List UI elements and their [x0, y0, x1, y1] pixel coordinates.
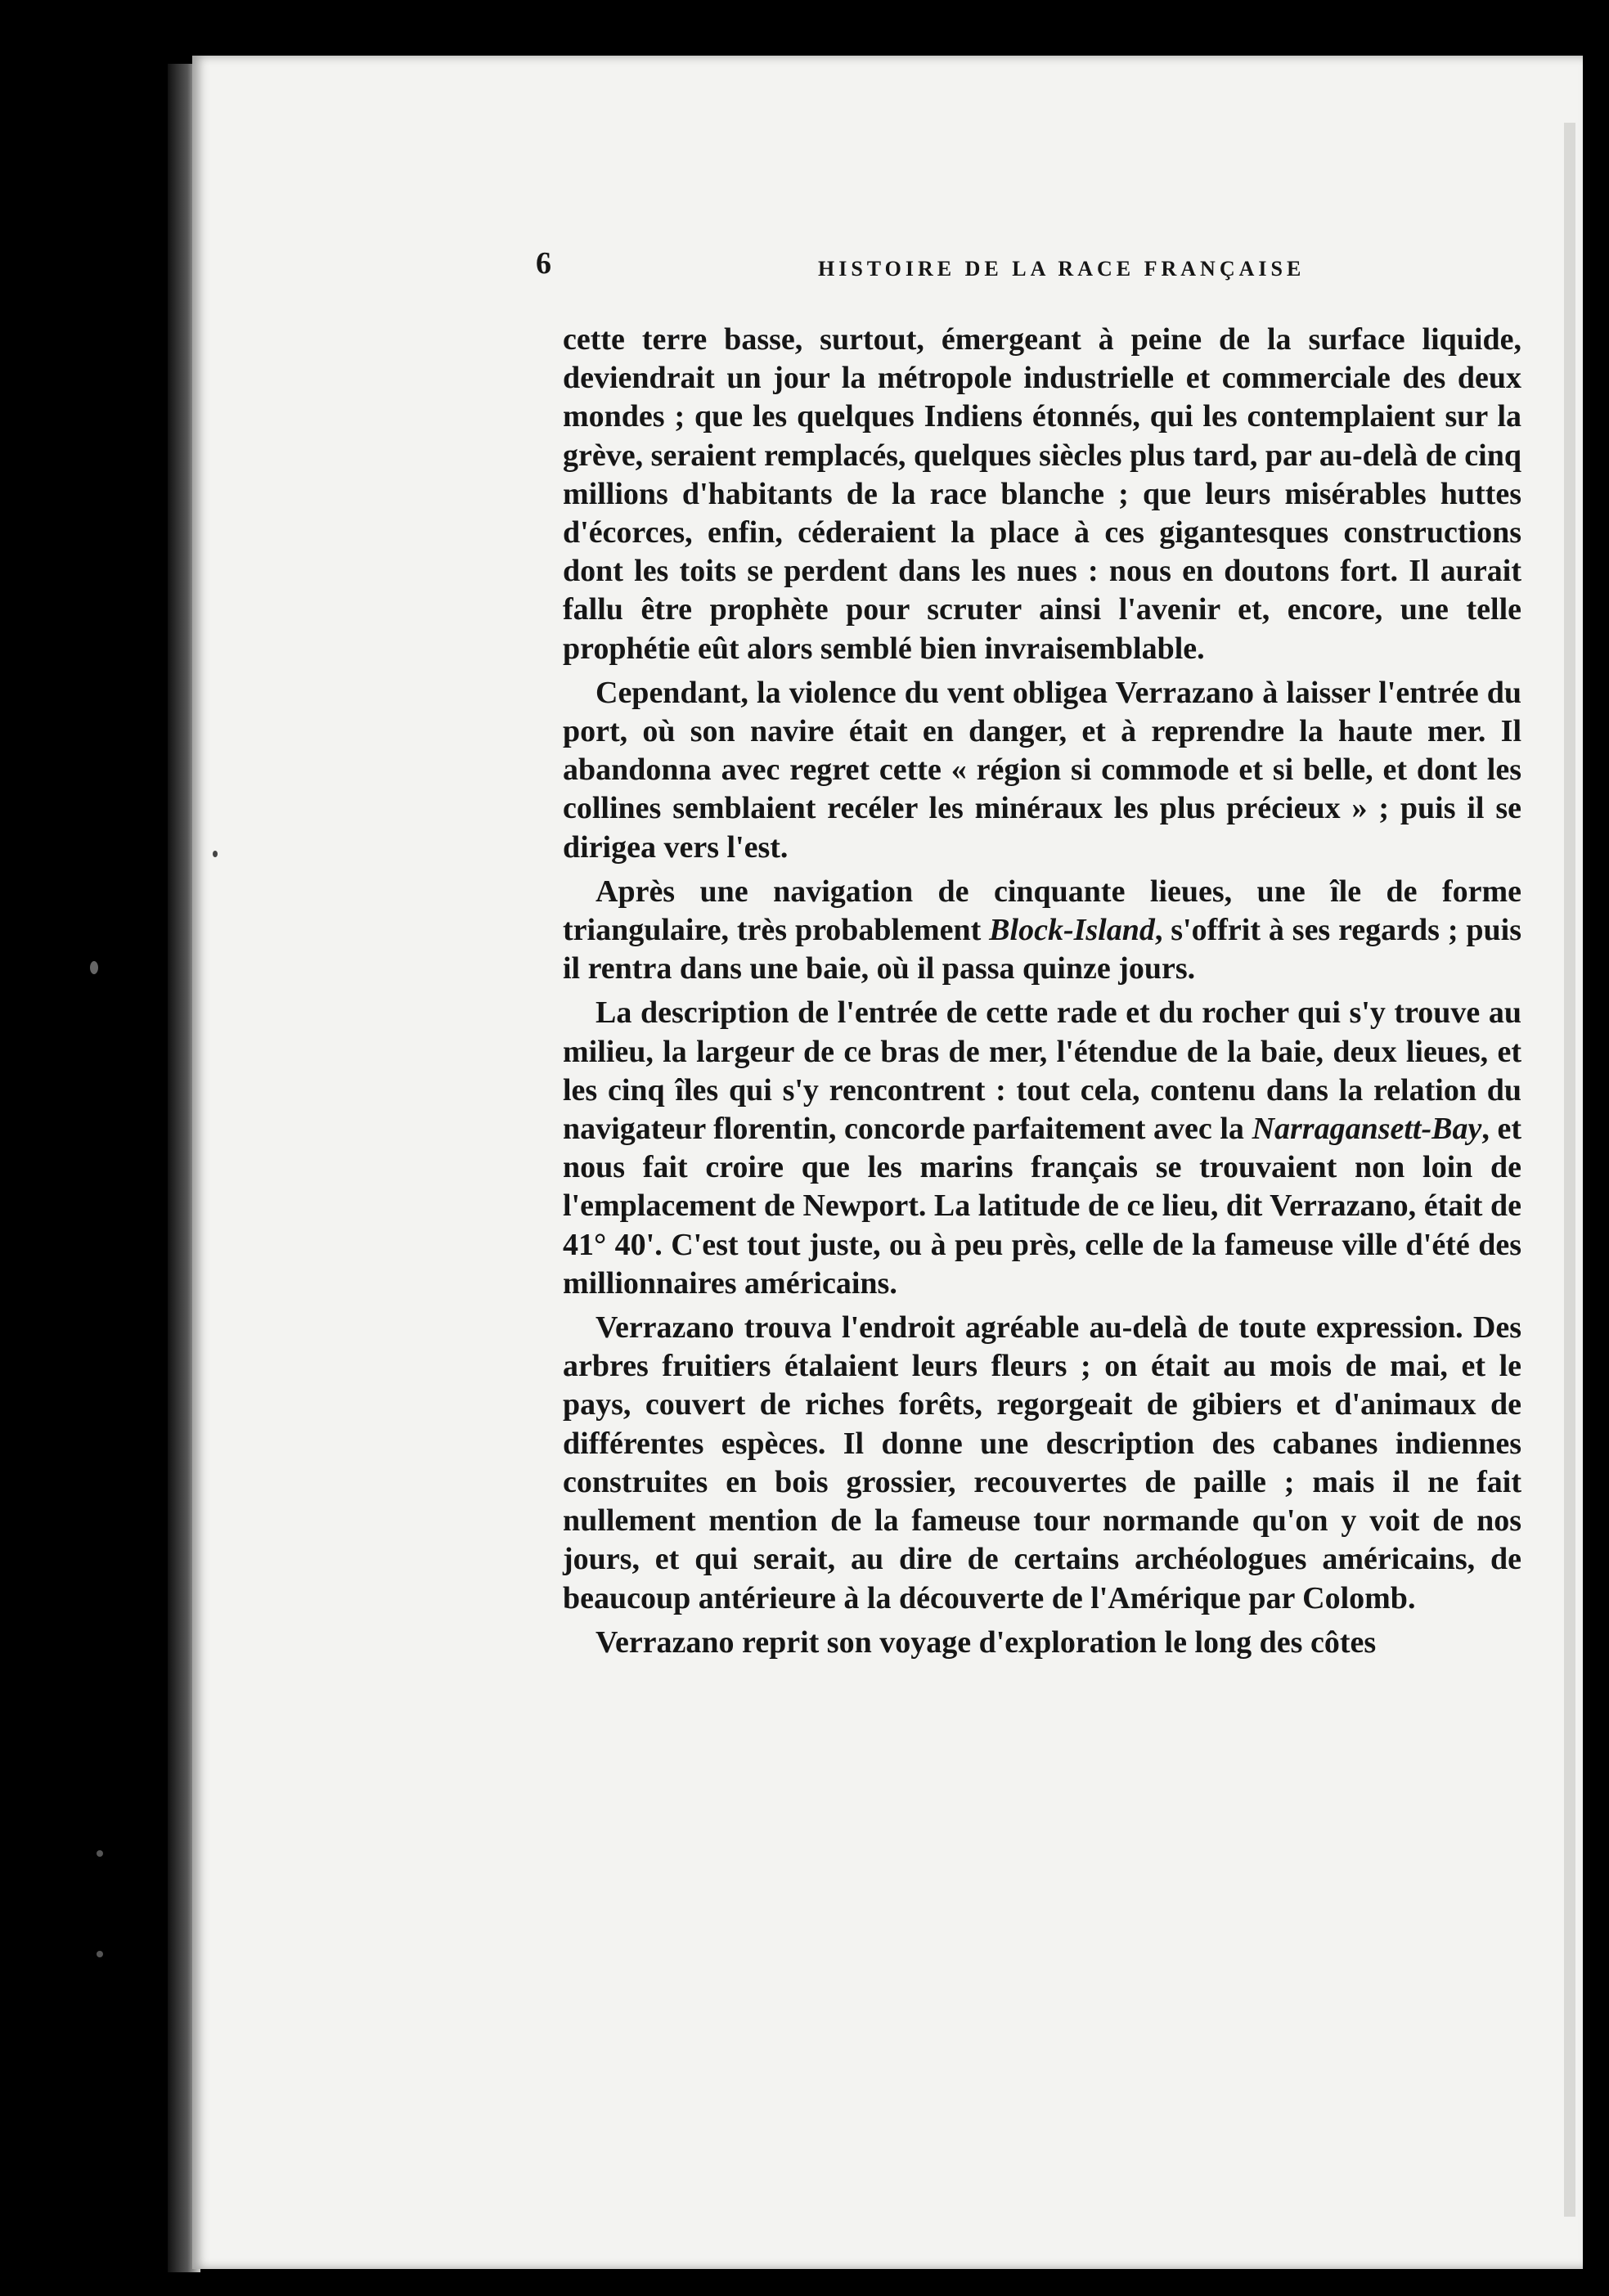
text-run: cette terre basse, surtout, émergeant à peine de la surface liquide, deviendrait un jour la métropole industrielle et commerciale des deux mondes ; que les quelques Indiens étonnés, qui les contemplaient sur la grève, seraient remplacés, quelques siècles plus tard, par au-delà de cinq millions d'habitants de la race blanche ; que leurs misérables huttes d'écorces, enfin, céderaient la place à ces gigantesques constructions dont les toits se perdent dans les nues : nous en doutons fort. Il aurait fallu être prophète pour scruter ainsi l'avenir et, encore, une telle prophétie eût alors semblé bien invraisemblable. — [563, 322, 1521, 666]
page-edge — [1564, 123, 1575, 2217]
margin-speck — [97, 1951, 103, 1957]
italic-term: Narragansett-Bay — [1252, 1112, 1482, 1147]
paragraph — [563, 873, 1521, 989]
margin-speck — [213, 851, 218, 857]
margin-speck — [90, 961, 98, 974]
margin-speck — [97, 1850, 103, 1857]
paragraph — [563, 674, 1521, 867]
text-run: Cependant, la violence du vent obligea Verrazano à laisser l'entrée du port, où son navire était en danger, et à reprendre la haute mer. Il abandonna avec regret cette « région si commode et si belle, et dont les collines semblaient recéler les minéraux les plus précieux » ; puis il se dirigea vers l'est. — [563, 675, 1521, 865]
paragraph — [563, 1624, 1521, 1662]
page-header — [536, 245, 1550, 294]
text-run: Après une navigation de cinquante lieues, une île de forme triangulaire, très probablement — [563, 874, 1521, 948]
text-run: , et nous fait croire que les marins français se trouvaient non loin de l'emplacement de Newport. La latitude de ce lieu, dit Verrazano, était de 41° 40'. C'est tout juste, ou à peu près, celle de la fameuse ville d'été des millionnaires américains. — [563, 1112, 1522, 1301]
text-run: La description de l'entrée de cette rade et du rocher qui s'y trouve au milieu, la largeur de ce bras de mer, l'étendue de la baie, deux lieues, et les cinq îles qui s'y rencontrent : tout cela, contenu dans la relation du navigateur florentin, concorde parfaitement avec la — [563, 995, 1521, 1147]
page-number: 6 — [536, 246, 551, 281]
paragraph — [563, 994, 1521, 1303]
text-run: Verrazano trouva l'endroit agréable au-delà de toute expression. Des arbres fruitiers étalaient leurs fleurs ; on était au mois de mai, et le pays, couvert de riches forêts, regorgeait de gibiers et d'animaux de différentes espèces. Il donne une description des cabanes indiennes construites en bois grossier, recouvertes de paille ; mais il ne fait nullement mention de la fameuse tour normande qu'on y voit de nos jours, et qui serait, au dire de certains archéologues américains, de beaucoup antérieure à la découverte de l'Amérique par Colomb. — [563, 1310, 1521, 1615]
text-run: , s'offrit à ses regards ; puis il rentra dans une baie, où il passa quinze jours. — [563, 913, 1521, 986]
body-text — [563, 321, 1521, 1662]
text-run: Verrazano reprit son voyage d'exploration le long des côtes — [596, 1624, 1377, 1660]
paragraph — [563, 321, 1521, 668]
running-title: HISTOIRE DE LA RACE FRANÇAISE — [818, 257, 1306, 281]
italic-term: Block-Island — [989, 913, 1155, 948]
paragraph — [563, 1309, 1521, 1618]
